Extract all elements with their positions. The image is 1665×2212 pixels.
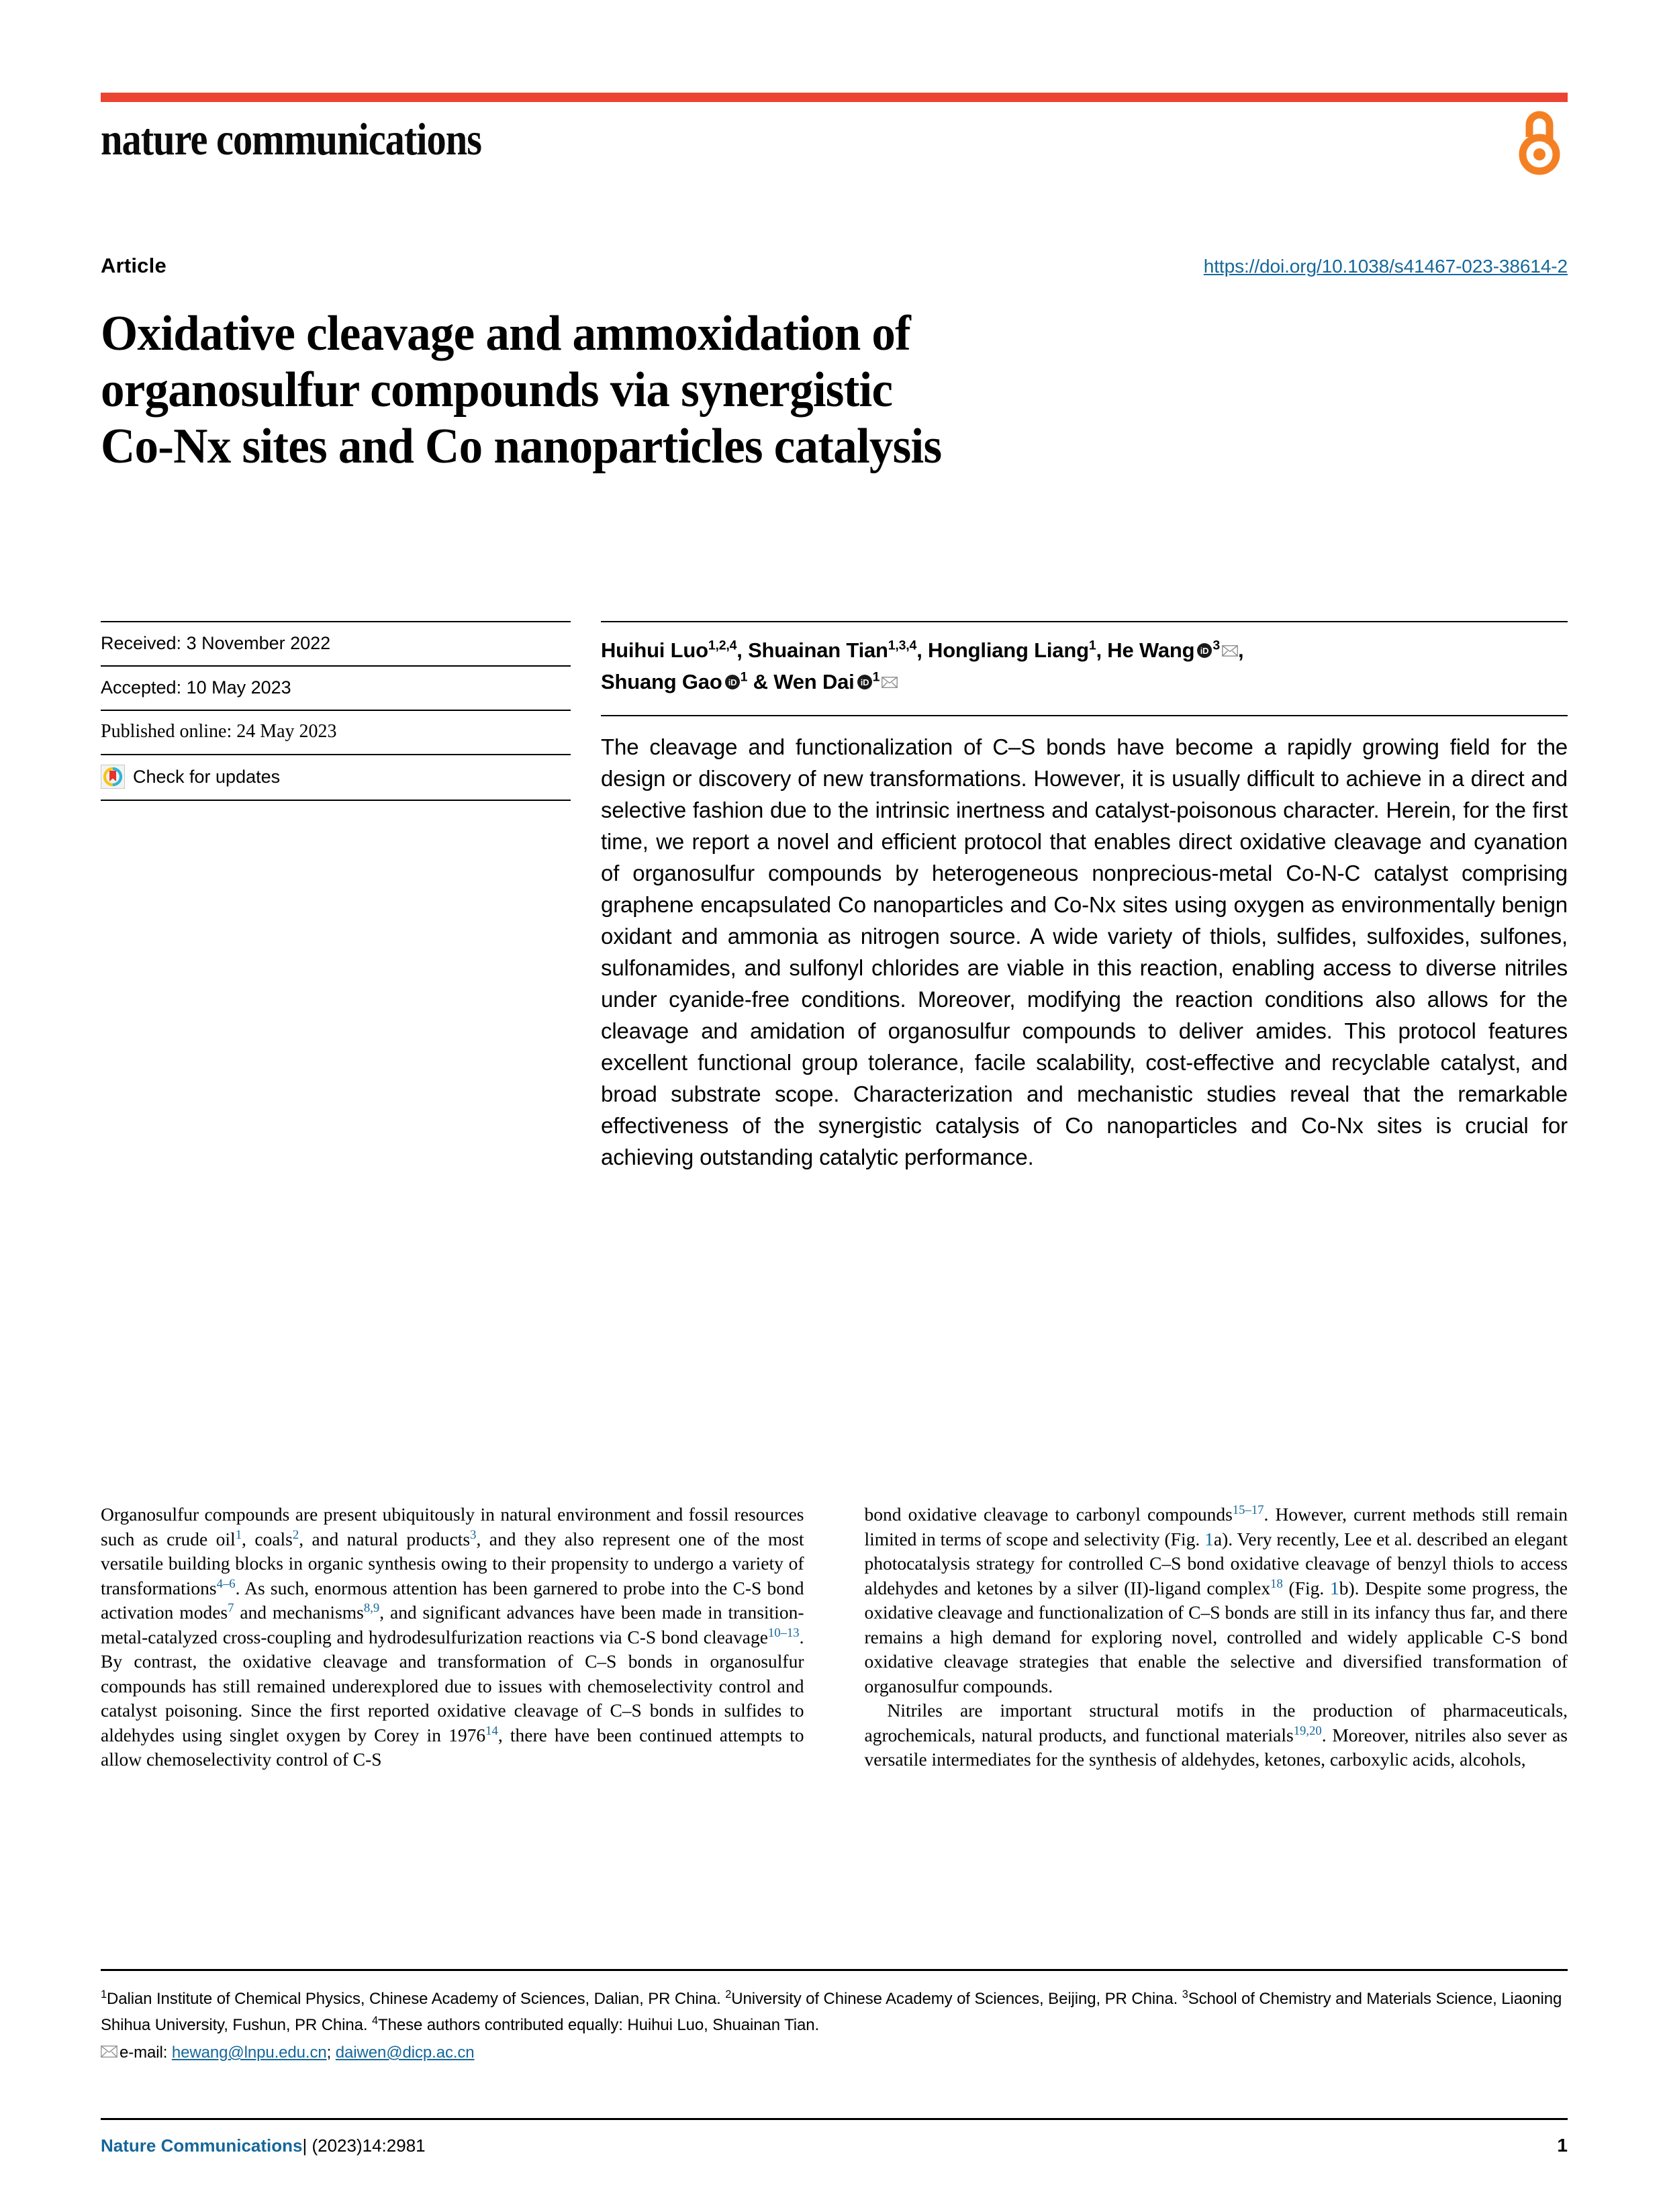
text-segment: . However, current methods still remain limited in terms of scope and selectivity (Fig.: [864, 1504, 1568, 1549]
orcid-id-icon[interactable]: [725, 667, 740, 687]
page-footer: [101, 2118, 1568, 2156]
citation-ref[interactable]: 4–6: [216, 1576, 236, 1591]
abstract-text: The cleavage and functionalization of C–S bonds have become a rapidly growing field for the design or discovery of new transformations. However, it is usually difficult to achieve in a direct and selective fashion due to the intrinsic inertness and catalyst-poisonous character. Herein, for the first time, we report a novel and efficient protocol that enables direct oxidative cleavage and cyanation of organosulfur compounds by heterogeneous nonprecious-metal Co-N-C catalyst comprising graphene encapsulated Co nanoparticles and Co-Nx sites using oxygen as environmentally benign oxidant and ammonia as nitrogen source. A wide variety of thiols, sulfides, sulfoxides, sulfones, sulfonamides, and sulfonyl chlorides are viable in this reaction, enabling access to diverse nitriles under cyanide-free conditions. Moreover, modifying the reaction conditions also allows for the cleavage and amidation of organosulfur compounds to deliver amides. This protocol features excellent functional group tolerance, facile scalability, cost-effective and recyclable catalyst, and broad substrate scope. Characterization and mechanistic studies reveal that the remarkable effectiveness of the synergistic catalysis of Co nanoparticles and Co-Nx sites is crucial for achieving outstanding catalytic performance.: [601, 715, 1568, 1173]
published-date: Published online: 24 May 2023: [101, 710, 571, 754]
figure-ref[interactable]: 1: [1329, 1577, 1339, 1598]
author-list: [601, 621, 1568, 698]
title-line-1: Oxidative cleavage and ammoxidation of: [101, 306, 911, 361]
text-segment: . Moreover, nitriles also sever as versatile intermediates for the synthesis of aldehydes, ketones, carboxylic acids, alcohols,: [864, 1724, 1568, 1770]
citation-ref[interactable]: 19,20: [1293, 1723, 1322, 1738]
open-access-lock-icon: [1515, 107, 1564, 177]
crossmark-icon: [101, 765, 125, 789]
masthead: [101, 113, 1175, 173]
citation-ref[interactable]: 2: [292, 1527, 299, 1542]
author-name-5[interactable]: Shuang Gao: [601, 670, 722, 693]
article-header-line: [101, 254, 1568, 278]
email-label: e-mail:: [120, 2043, 172, 2062]
author-name-3[interactable]: , Hongliang Liang: [916, 638, 1089, 662]
svg-text:iD: iD: [860, 677, 869, 687]
citation-ref[interactable]: 8,9: [363, 1600, 380, 1615]
author-name-4[interactable]: , He Wang: [1096, 638, 1195, 662]
envelope-icon: [101, 2039, 117, 2052]
author-affiliation-marker: 1,2,4: [708, 638, 737, 653]
citation-ref[interactable]: 3: [470, 1527, 477, 1542]
text-segment: , there have been continued attempts to allow chemoselectivity control of C-S: [101, 1724, 804, 1770]
orcid-id-icon[interactable]: [1197, 636, 1212, 656]
envelope-icon[interactable]: [882, 666, 898, 677]
affiliation-text: [101, 1986, 1568, 2038]
intro-paragraph-left: [101, 1502, 804, 1772]
author-affiliation-marker: 1: [1088, 638, 1096, 653]
affiliation-marker: 1: [101, 1988, 107, 2001]
affiliations-footnote: [101, 1969, 1568, 2066]
affiliation-2: University of Chinese Academy of Sciences, Beijing, PR China.: [731, 1990, 1182, 2008]
affiliation-marker: 3: [1182, 1988, 1188, 2001]
envelope-icon[interactable]: [1222, 634, 1238, 646]
corresponding-email-line: [101, 2039, 1568, 2066]
page-title: [101, 305, 1519, 475]
author-name-1[interactable]: Huihui Luo: [601, 638, 708, 662]
email-separator: ;: [326, 2043, 336, 2062]
citation-ref[interactable]: 1: [235, 1527, 242, 1542]
doi-link[interactable]: https://doi.org/10.1038/s41467-023-38614-2: [1203, 256, 1568, 277]
affiliation-marker: 2: [725, 1988, 732, 2001]
journal-logo: nature communications: [101, 113, 481, 164]
text-segment: . As such, enormous attention has been garnered to probe into the C-S bond activation modes: [101, 1577, 804, 1623]
footer-citation-line: [101, 2135, 426, 2156]
text-segment: Organosulfur compounds are present ubiquitously in natural environment and fossil resources such as crude oil: [101, 1504, 804, 1549]
accepted-date: Accepted: 10 May 2023: [101, 665, 571, 710]
text-segment: , coals: [242, 1528, 293, 1549]
intro-paragraph-right-1: [865, 1502, 1568, 1698]
check-for-updates-label: Check for updates: [133, 767, 281, 787]
equal-contribution-note: These authors contributed equally: Huihui Luo, Shuainan Tian.: [378, 2016, 820, 2034]
brand-rule: [101, 93, 1568, 102]
intro-paragraph-right-2: [865, 1698, 1568, 1772]
citation-ref[interactable]: 18: [1270, 1576, 1283, 1591]
body-column-left: [101, 1502, 804, 1772]
figure-ref[interactable]: 1: [1204, 1528, 1214, 1549]
article-metadata: [101, 621, 571, 801]
svg-text:iD: iD: [728, 677, 736, 687]
footer-volume-citation: | (2023)14:2981: [302, 2135, 426, 2156]
text-segment: bond oxidative cleavage to carbonyl compounds: [864, 1504, 1233, 1525]
article-type-label: Article: [101, 254, 166, 277]
body-column-right: [865, 1502, 1568, 1772]
text-segment: , and natural products: [299, 1528, 471, 1549]
title-line-3: Co-Nx sites and Co nanoparticles catalysis: [101, 419, 942, 474]
author-line-tail: ,: [1238, 638, 1244, 662]
text-segment: b). Despite some progress, the oxidative cleavage and functionalization of C–S bonds are still in its infancy thus far, and there remains a high demand for exploring novel, controlled and widely applicable C-S bond oxidative cleavage strategies that enable the selective and diversified transformation of organosulfur compounds.: [864, 1577, 1568, 1696]
email-link-1[interactable]: hewang@lnpu.edu.cn: [171, 2043, 327, 2062]
affiliation-marker: 4: [372, 2015, 379, 2027]
citation-ref[interactable]: 7: [228, 1600, 234, 1615]
text-segment: , and they also represent one of the most versatile building blocks in organic synthesis owing to their propensity to undergo a variety of transformations: [101, 1528, 804, 1598]
text-segment: . By contrast, the oxidative cleavage and transformation of C–S bonds in organosulfur compounds has still remained underexplored due to issues with chemoselectivity control and catalyst poisoning. Since the first reported oxidative cleavage of C–S bonds in sulfides to aldehydes using singlet oxygen by Corey in 1976: [101, 1626, 804, 1745]
text-segment: Nitriles are important structural motifs in the production of pharmaceuticals, agrochemicals, natural products, and functional materials: [864, 1700, 1568, 1745]
affiliation-3: School of Chemistry and Materials Science, Liaoning Shihua University, Fushun, PR China.: [101, 1990, 1562, 2034]
orcid-id-icon[interactable]: [857, 667, 872, 687]
authors-and-abstract: [601, 621, 1568, 1173]
author-affiliation-marker: 1: [872, 669, 880, 685]
check-for-updates[interactable]: [101, 754, 571, 801]
author-affiliation-marker: 1: [740, 669, 748, 685]
text-segment: (Fig.: [1282, 1577, 1330, 1598]
text-segment: and mechanisms: [234, 1602, 364, 1623]
author-affiliation-marker: 1,3,4: [888, 638, 917, 653]
text-segment: , and significant advances have been made in transition-metal-catalyzed cross-coupling and hydrodesulfurization reactions via C-S bond cleavage: [101, 1602, 804, 1647]
body-columns: [101, 1502, 1568, 1772]
author-name-2[interactable]: , Shuainan Tian: [736, 638, 888, 662]
citation-ref[interactable]: 10–13: [767, 1625, 800, 1640]
footer-journal-name[interactable]: Nature Communications: [101, 2135, 303, 2156]
text-segment: a). Very recently, Lee et al. described an elegant photocatalysis strategy for controlled C–S bond oxidative cleavage of benzyl thiols to access aldehydes and ketones by a silver (II)-ligand complex: [864, 1528, 1568, 1598]
citation-ref[interactable]: 14: [485, 1723, 498, 1738]
author-affiliation-marker: 3: [1212, 638, 1221, 653]
received-date: Received: 3 November 2022: [101, 621, 571, 665]
page-number: 1: [1557, 2135, 1568, 2156]
title-line-2: organosulfur compounds via synergistic: [101, 363, 893, 418]
author-name-6[interactable]: & Wen Dai: [753, 670, 855, 693]
affiliation-1: Dalian Institute of Chemical Physics, Chinese Academy of Sciences, Dalian, PR China.: [106, 1990, 726, 2008]
svg-text:iD: iD: [1200, 646, 1209, 656]
citation-ref[interactable]: 15–17: [1232, 1502, 1264, 1517]
email-link-2[interactable]: daiwen@dicp.ac.cn: [335, 2043, 475, 2062]
